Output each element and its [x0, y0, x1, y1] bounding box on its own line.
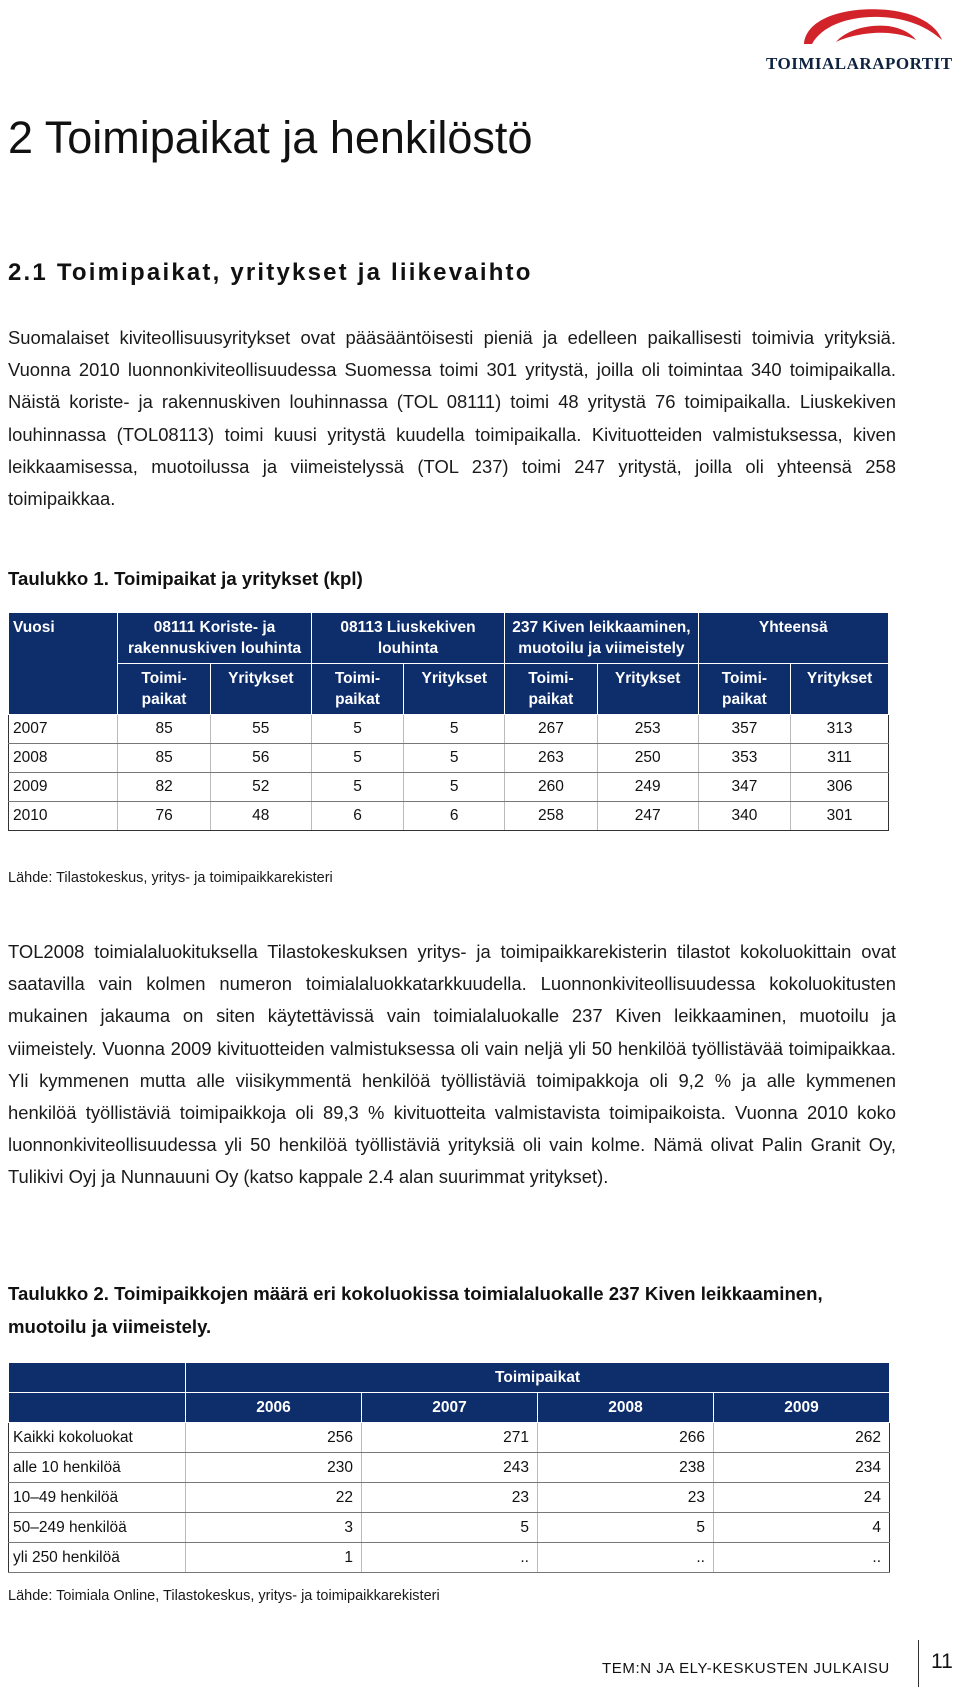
table-cell: 5 [311, 744, 404, 773]
table1-header-group: 237 Kiven leikkaaminen, muotoilu ja viimeistely [505, 613, 698, 664]
table-cell: 48 [210, 802, 311, 831]
table-cell: 82 [118, 773, 211, 802]
table1-group-header-row [9, 613, 889, 664]
table-establishments-companies [8, 612, 889, 831]
table1-header-group: 08113 Liuskekiven louhinta [311, 613, 504, 664]
table-row [9, 715, 889, 744]
table-cell: 340 [698, 802, 791, 831]
table-cell: yli 250 henkilöä [9, 1543, 186, 1573]
table-cell: 234 [714, 1453, 890, 1483]
table2-year-header-row [9, 1393, 890, 1423]
table-cell: 85 [118, 715, 211, 744]
table-cell: 23 [362, 1483, 538, 1513]
table-size-classes [8, 1362, 890, 1573]
table2-header-year: 2007 [362, 1393, 538, 1423]
table1-source: Lähde: Tilastokeskus, yritys- ja toimipaikkarekisteri [8, 870, 333, 886]
table-row [9, 1483, 890, 1513]
table-cell: 85 [118, 744, 211, 773]
table-cell: 24 [714, 1483, 890, 1513]
table-cell: 347 [698, 773, 791, 802]
table1-subheader: Yritykset [597, 664, 698, 715]
table-row [9, 1453, 890, 1483]
table1-subheader: Yritykset [210, 664, 311, 715]
section-title: 2.1 Toimipaikat, yritykset ja liikevaihto [8, 259, 533, 286]
table-row [9, 1423, 890, 1453]
logo-swoosh-icon [776, 4, 946, 50]
table-cell: 56 [210, 744, 311, 773]
table-cell: 5 [404, 744, 505, 773]
table-cell: .. [538, 1543, 714, 1573]
table1-caption: Taulukko 1. Toimipaikat ja yritykset (kpl) [8, 568, 363, 589]
table-cell: 2007 [9, 715, 118, 744]
table1-header-group: Yhteensä [698, 613, 888, 664]
table2-header-empty [9, 1393, 186, 1423]
table-cell: 256 [186, 1423, 362, 1453]
table-cell: .. [362, 1543, 538, 1573]
table2-caption: Taulukko 2. Toimipaikkojen määrä eri kokoluokissa toimialaluokalle 237 Kiven leikkaaminen, muotoilu ja viimeistely. [8, 1283, 823, 1337]
table2-header-group: Toimipaikat [186, 1363, 890, 1393]
table-cell: 1 [186, 1543, 362, 1573]
table-cell: 262 [714, 1423, 890, 1453]
table-cell: 253 [597, 715, 698, 744]
table1-header-group: 08111 Koriste- ja rakennuskiven louhinta [118, 613, 311, 664]
table-cell: 306 [791, 773, 889, 802]
table-cell: 23 [538, 1483, 714, 1513]
table-row [9, 1543, 890, 1573]
body-paragraph: TOL2008 toimialaluokituksella Tilastokeskuksen yritys- ja toimipaikkarekisterin tilastot kokoluokittain ovat saatavilla vain kolmen numeron toimialaluokkatarkkuudella. Luonnonkiviteollisuudessa kokoluokitusten mukainen jakauma on siten käytettävissä vain toimialaluokalle 237 Kiven leikkaaminen, muotoilu ja viimeistely. Vuonna 2009 kivituotteiden valmistuksessa oli vain neljä yli 50 henkilöä työllistävää toimipaikkaa. Yli kymmenen mutta alle viisikymmentä henkilöä työllistäviä toimipakkoja oli 9,2 % ja alle kymmenen henkilöä työllistäviä toimipaikkoja oli 89,3 % kivituotteita valmistavista toimipaikoista. Vuonna 2010 koko luonnonkiviteollisuudessa yli 50 henkilöä työllistäviä yrityksiä oli vain kolme. Nämä olivat Palin Granit Oy, Tulikivi Oyj ja Nunnauuni Oy (katso kappale 2.4 alan suurimmat yritykset). [8, 941, 896, 1188]
table2-header-empty [9, 1363, 186, 1393]
page-title: 2 Toimipaikat ja henkilöstö [8, 112, 533, 163]
table-cell: 230 [186, 1453, 362, 1483]
table1-subheader: Toimi-paikat [118, 664, 211, 715]
table-cell: 243 [362, 1453, 538, 1483]
table-cell: 4 [714, 1513, 890, 1543]
table1-subheader: Yritykset [791, 664, 889, 715]
table-cell: .. [714, 1543, 890, 1573]
table-cell: 2010 [9, 802, 118, 831]
logo-text: TOIMIALARAPORTIT [766, 54, 953, 73]
table-cell: 5 [362, 1513, 538, 1543]
table2-group-header-row [9, 1363, 890, 1393]
table-cell: 357 [698, 715, 791, 744]
table-cell: 6 [311, 802, 404, 831]
table-cell: 22 [186, 1483, 362, 1513]
table-cell: 267 [505, 715, 598, 744]
table2-header-year: 2008 [538, 1393, 714, 1423]
brand-logo [766, 4, 960, 74]
table-cell: 3 [186, 1513, 362, 1543]
table-cell: 266 [538, 1423, 714, 1453]
table-cell: 311 [791, 744, 889, 773]
table-cell: 52 [210, 773, 311, 802]
table-cell: 55 [210, 715, 311, 744]
table1-subheader: Toimi-paikat [311, 664, 404, 715]
table1-subheader: Yritykset [404, 664, 505, 715]
footer-divider [918, 1640, 919, 1687]
table1-subheader: Toimi-paikat [698, 664, 791, 715]
table-cell: 260 [505, 773, 598, 802]
table-cell: 249 [597, 773, 698, 802]
table2-source: Lähde: Toimiala Online, Tilastokeskus, yritys- ja toimipaikkarekisteri [8, 1588, 440, 1604]
table2-header-year: 2009 [714, 1393, 890, 1423]
table-cell: 5 [311, 715, 404, 744]
table1-subheader: Toimi-paikat [505, 664, 598, 715]
table-cell: 5 [404, 773, 505, 802]
table-cell: 5 [311, 773, 404, 802]
page-number: 11 [931, 1650, 953, 1673]
footer-publisher: TEM:N JA ELY-KESKUSTEN JULKAISU [602, 1660, 890, 1677]
table-row [9, 802, 889, 831]
table-cell: 271 [362, 1423, 538, 1453]
table-cell: 10–49 henkilöä [9, 1483, 186, 1513]
table-cell: 2009 [9, 773, 118, 802]
table-cell: 2008 [9, 744, 118, 773]
table-cell: 238 [538, 1453, 714, 1483]
table1-header-year: Vuosi [9, 613, 118, 715]
table2-header-year: 2006 [186, 1393, 362, 1423]
table1-sub-header-row [9, 664, 889, 715]
table-cell: 258 [505, 802, 598, 831]
table-cell: 5 [538, 1513, 714, 1543]
table-cell: 353 [698, 744, 791, 773]
table-row [9, 1513, 890, 1543]
table-cell: 313 [791, 715, 889, 744]
table-cell: Kaikki kokoluokat [9, 1423, 186, 1453]
intro-paragraph: Suomalaiset kiviteollisuusyritykset ovat pääsääntöisesti pieniä ja edelleen paikallisesti toimivia yrityksiä. Vuonna 2010 luonnonkiviteollisuudessa Suomessa toimi 301 yritystä, joilla oli toimintaa 340 toimipaikalla. Näistä koriste- ja rakennuskiven louhinnassa (TOL 08111) toimi 48 yritystä 76 toimipaikalla. Liuskekiven louhinnassa (TOL08113) toimi kuusi yritystä kuudella toimipaikalla. Kivituotteiden valmistuksessa, kiven leikkaamisessa, muotoilussa ja viimeistelyssä (TOL 237) toimi 247 yritystä, joilla oli yhteensä 258 toimipaikkaa. [8, 327, 896, 510]
table-cell: 50–249 henkilöä [9, 1513, 186, 1543]
table-cell: alle 10 henkilöä [9, 1453, 186, 1483]
table-cell: 76 [118, 802, 211, 831]
table-cell: 6 [404, 802, 505, 831]
table-cell: 301 [791, 802, 889, 831]
table-row [9, 744, 889, 773]
table-cell: 247 [597, 802, 698, 831]
table-row [9, 773, 889, 802]
table-cell: 250 [597, 744, 698, 773]
table-cell: 263 [505, 744, 598, 773]
table-cell: 5 [404, 715, 505, 744]
